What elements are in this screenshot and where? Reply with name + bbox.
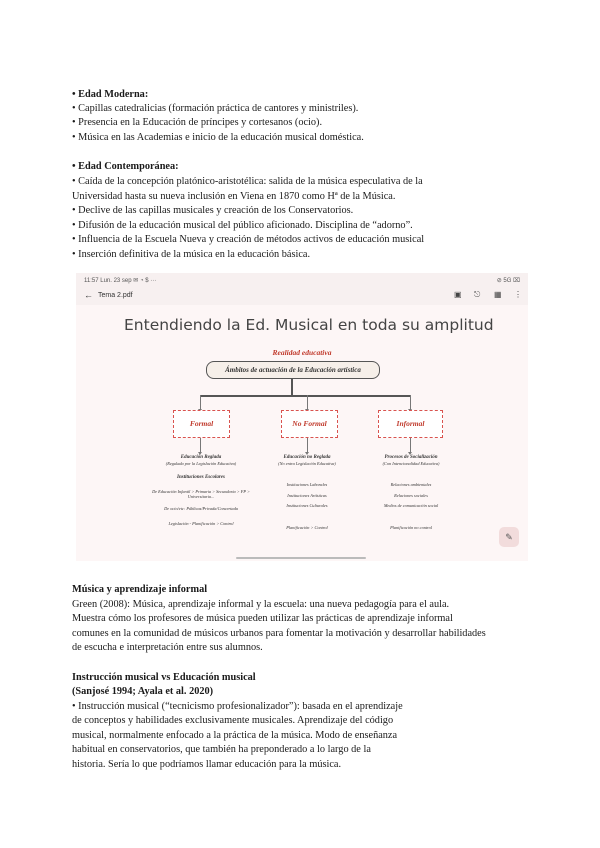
embedded-screenshot <box>76 273 528 561</box>
bullet-presencia: • Presencia en la Educación de príncipes y cortesanos (ocio). <box>72 117 323 128</box>
formal-t4: De Educación Infantil > Primaria > Secundaria > FP > Universitaria... <box>152 488 250 499</box>
connector-main <box>291 378 293 396</box>
col-formal <box>146 455 256 527</box>
heading-sanjose: (Sanjosé 1994; Ayala et al. 2020) <box>72 686 214 697</box>
green-line-2: Muestra cómo los profesores de música pueden utilizar las prácticas de aprendizaje informal <box>72 613 453 624</box>
box-noformal: No Formal <box>281 410 338 438</box>
informal-t6: Planificación no control <box>390 524 432 530</box>
formal-t1: Educación Reglada <box>180 455 222 460</box>
informal-t5: Medios de comunicación social <box>383 503 439 508</box>
noformal-t3: Instituciones Laborales <box>286 482 328 487</box>
box-formal: Formal <box>173 410 230 438</box>
green-line-3: comunes en la comunidad de músicos urbanos para fomentar la motivación y desarrollar habilidades <box>72 628 486 639</box>
arrow-formal <box>200 395 201 409</box>
status-left: 11:57 Lun. 23 sep ✉ ◔ $ ··· <box>84 278 157 284</box>
heading-musica-informal: Música y aprendizaje informal <box>72 584 208 595</box>
bullet-influencia: • Influencia de la Escuela Nueva y creación de métodos activos de educación musical <box>72 234 425 245</box>
instruccion-line-1: • Instrucción musical (“tecnicismo profesionalizador”): basada en el aprendizaje <box>72 701 403 712</box>
arrow-noformal <box>307 395 308 409</box>
formal-t5: De ocio/etc: Públicas/Privada/Concertada <box>164 505 238 511</box>
status-bar <box>76 273 528 287</box>
noformal-t4: Instituciones Artísticas <box>287 492 327 498</box>
arrow-informal <box>410 395 411 409</box>
bullet-caida-1: • Caída de la concepción platónico-aristotélica: salida de la música especulativa de la <box>72 176 423 187</box>
noformal-t5: Instituciones Culturales <box>286 503 328 508</box>
grid-icon[interactable]: ▦ <box>494 290 502 299</box>
status-right: ⊘ 5G ⌧ <box>496 278 520 284</box>
slide-title: Entendiendo la Ed. Musical en toda su amplitud <box>124 316 494 334</box>
heading-edad-moderna: • Edad Moderna: <box>72 89 149 100</box>
share-icon[interactable]: ⎋ <box>474 290 481 299</box>
arrow-formal-2 <box>200 438 201 452</box>
document-title: Tema 2.pdf <box>98 292 133 299</box>
noformal-t6: Planificación > Control <box>286 524 328 530</box>
arrow-informal-2 <box>410 438 411 452</box>
col-noformal <box>262 455 352 530</box>
green-line-1: Green (2008): Música, aprendizaje informal y la escuela: una nueva pedagogía para el aula. <box>72 599 450 610</box>
viewer-toolbar <box>76 287 528 305</box>
box-informal: Informal <box>378 410 443 438</box>
instruccion-line-5: historia. Sería lo que podríamos llamar educación para la música. <box>72 759 342 770</box>
formal-t6: Legislación - Planificación > Control <box>168 521 234 526</box>
green-line-4: de escucha e interpretación entre sus alumnos. <box>72 642 263 653</box>
informal-t4: Relaciones sociales <box>394 492 428 498</box>
instruccion-line-3: musical, normalmente enfocado a la práctica de la música. Modo de enseñanza <box>72 730 398 741</box>
heading-edad-contemporanea: • Edad Contemporánea: <box>72 161 179 172</box>
ambitos-box: Ámbitos de actuación de la Educación artística <box>206 361 380 379</box>
col-informal <box>366 455 456 530</box>
bullet-declive: • Declive de las capillas musicales y creación de los Conservatorios. <box>72 205 354 216</box>
instruccion-line-4: habitual en conservatorios, que también ha preponderado a lo largo de la <box>72 744 371 755</box>
heading-instruccion: Instrucción musical vs Educación musical <box>72 672 256 683</box>
back-arrow-icon[interactable]: ← <box>84 290 93 300</box>
realidad-educativa: Realidad educativa <box>272 348 332 357</box>
bullet-difusion: • Difusión de la educación musical del público aficionado. Disciplina de “adorno”. <box>72 220 413 231</box>
formal-t2: (Regulada por la Legislación Educativa) <box>165 460 237 466</box>
instruccion-line-2: de conceptos y habilidades exclusivamente musicales. Aprendizaje del código <box>72 715 394 726</box>
bullet-insercion: • Inserción definitiva de la música en la educación básica. <box>72 249 311 260</box>
bullet-capillas: • Capillas catedralicias (formación práctica de cantores y ministriles). <box>72 103 359 114</box>
more-icon[interactable]: ⋮ <box>514 290 522 299</box>
noformal-t2: (No entra Legislación Educativa) <box>278 460 336 466</box>
scrollbar[interactable] <box>236 557 366 559</box>
save-icon[interactable]: ▣ <box>454 290 462 299</box>
informal-t2: (Con Intencionalidad Educativa) <box>382 460 440 466</box>
informal-t3: Relaciones ambientales <box>390 482 432 487</box>
informal-t1: Procesos de Socialización <box>384 455 438 460</box>
connector-horizontal <box>200 395 410 397</box>
bullet-academias: • Música en las Academias e inicio de la educación musical doméstica. <box>72 132 364 143</box>
edit-pencil-icon[interactable]: ✎ <box>499 527 519 547</box>
bullet-caida-2: Universidad hasta su nueva inclusión en Viena en 1870 como Hª de la Música. <box>72 191 396 202</box>
arrow-noformal-2 <box>307 438 308 452</box>
formal-t3: Instituciones Escolares <box>177 475 225 480</box>
noformal-t1: Educación no Reglada <box>283 455 331 460</box>
